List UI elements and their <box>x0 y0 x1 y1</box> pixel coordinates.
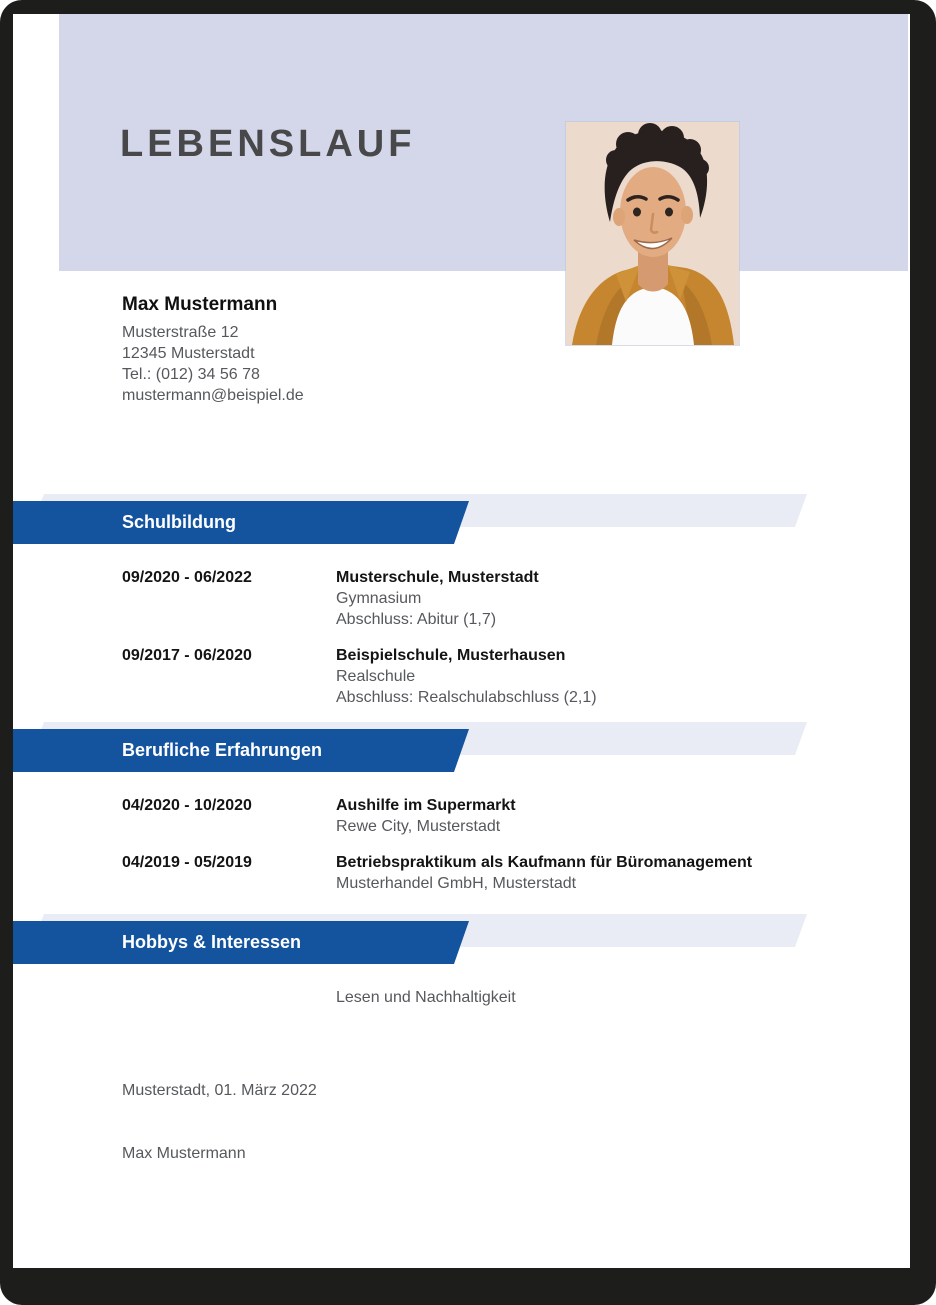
page-title: LEBENSLAUF <box>120 123 416 165</box>
entry-title: Betriebspraktikum als Kaufmann für Büromanagement <box>336 854 753 871</box>
contact-line: 12345 Musterstadt <box>122 345 255 362</box>
cv-entry <box>122 987 910 1008</box>
place-and-date: Musterstadt, 01. März 2022 <box>122 1082 317 1099</box>
entry-detail: Musterhandel GmbH, Musterstadt <box>336 875 577 892</box>
entry-detail: Gymnasium <box>336 590 422 607</box>
cv-entry <box>122 795 910 837</box>
cv-entry <box>122 567 910 630</box>
entry-body <box>336 795 910 837</box>
entry-body <box>336 852 910 894</box>
contact-lines <box>122 322 304 406</box>
signature-name: Max Mustermann <box>122 1145 246 1162</box>
section-entries <box>13 964 910 1008</box>
contact-block <box>122 294 304 406</box>
entry-title: Aushilfe im Supermarkt <box>336 797 516 814</box>
cv-section <box>13 722 910 909</box>
entry-detail: Realschule <box>336 668 416 685</box>
contact-name: Max Mustermann <box>122 294 278 315</box>
cv-page <box>13 14 910 1268</box>
contact-line: mustermann@beispiel.de <box>122 387 304 404</box>
entry-title: Musterschule, Musterstadt <box>336 569 539 586</box>
section-entries <box>13 544 910 708</box>
section-ribbon <box>13 722 910 772</box>
section-title: Hobbys & Interessen <box>122 932 302 952</box>
section-title: Schulbildung <box>122 512 236 532</box>
cv-entry <box>122 645 910 708</box>
section-title: Berufliche Erfahrungen <box>122 740 323 760</box>
section-ribbon <box>13 914 910 964</box>
cv-entry <box>122 852 910 894</box>
applicant-photo <box>566 122 739 345</box>
entry-date-range: 09/2020 - 06/2022 <box>122 569 252 586</box>
entry-date-range <box>122 987 336 1008</box>
entry-body <box>336 645 910 708</box>
contact-line: Musterstraße 12 <box>122 324 239 341</box>
entry-detail: Rewe City, Musterstadt <box>336 818 501 835</box>
entry-body <box>336 987 910 1008</box>
contact-line: Tel.: (012) 34 56 78 <box>122 366 260 383</box>
entry-date-range: 09/2017 - 06/2020 <box>122 647 252 664</box>
entry-date-range: 04/2020 - 10/2020 <box>122 797 252 814</box>
entry-title: Beispielschule, Musterhausen <box>336 647 566 664</box>
ribbon-blue-band <box>13 501 469 544</box>
section-entries <box>13 772 910 894</box>
cv-section <box>13 914 910 1023</box>
cv-section <box>13 494 910 723</box>
entry-detail: Abschluss: Abitur (1,7) <box>336 611 497 628</box>
entry-detail: Lesen und Nachhaltigkeit <box>336 989 516 1006</box>
entry-detail: Abschluss: Realschulabschluss (2,1) <box>336 689 597 706</box>
portrait-illustration <box>566 122 739 345</box>
entry-date-range: 04/2019 - 05/2019 <box>122 854 252 871</box>
entry-body <box>336 567 910 630</box>
section-ribbon <box>13 494 910 544</box>
